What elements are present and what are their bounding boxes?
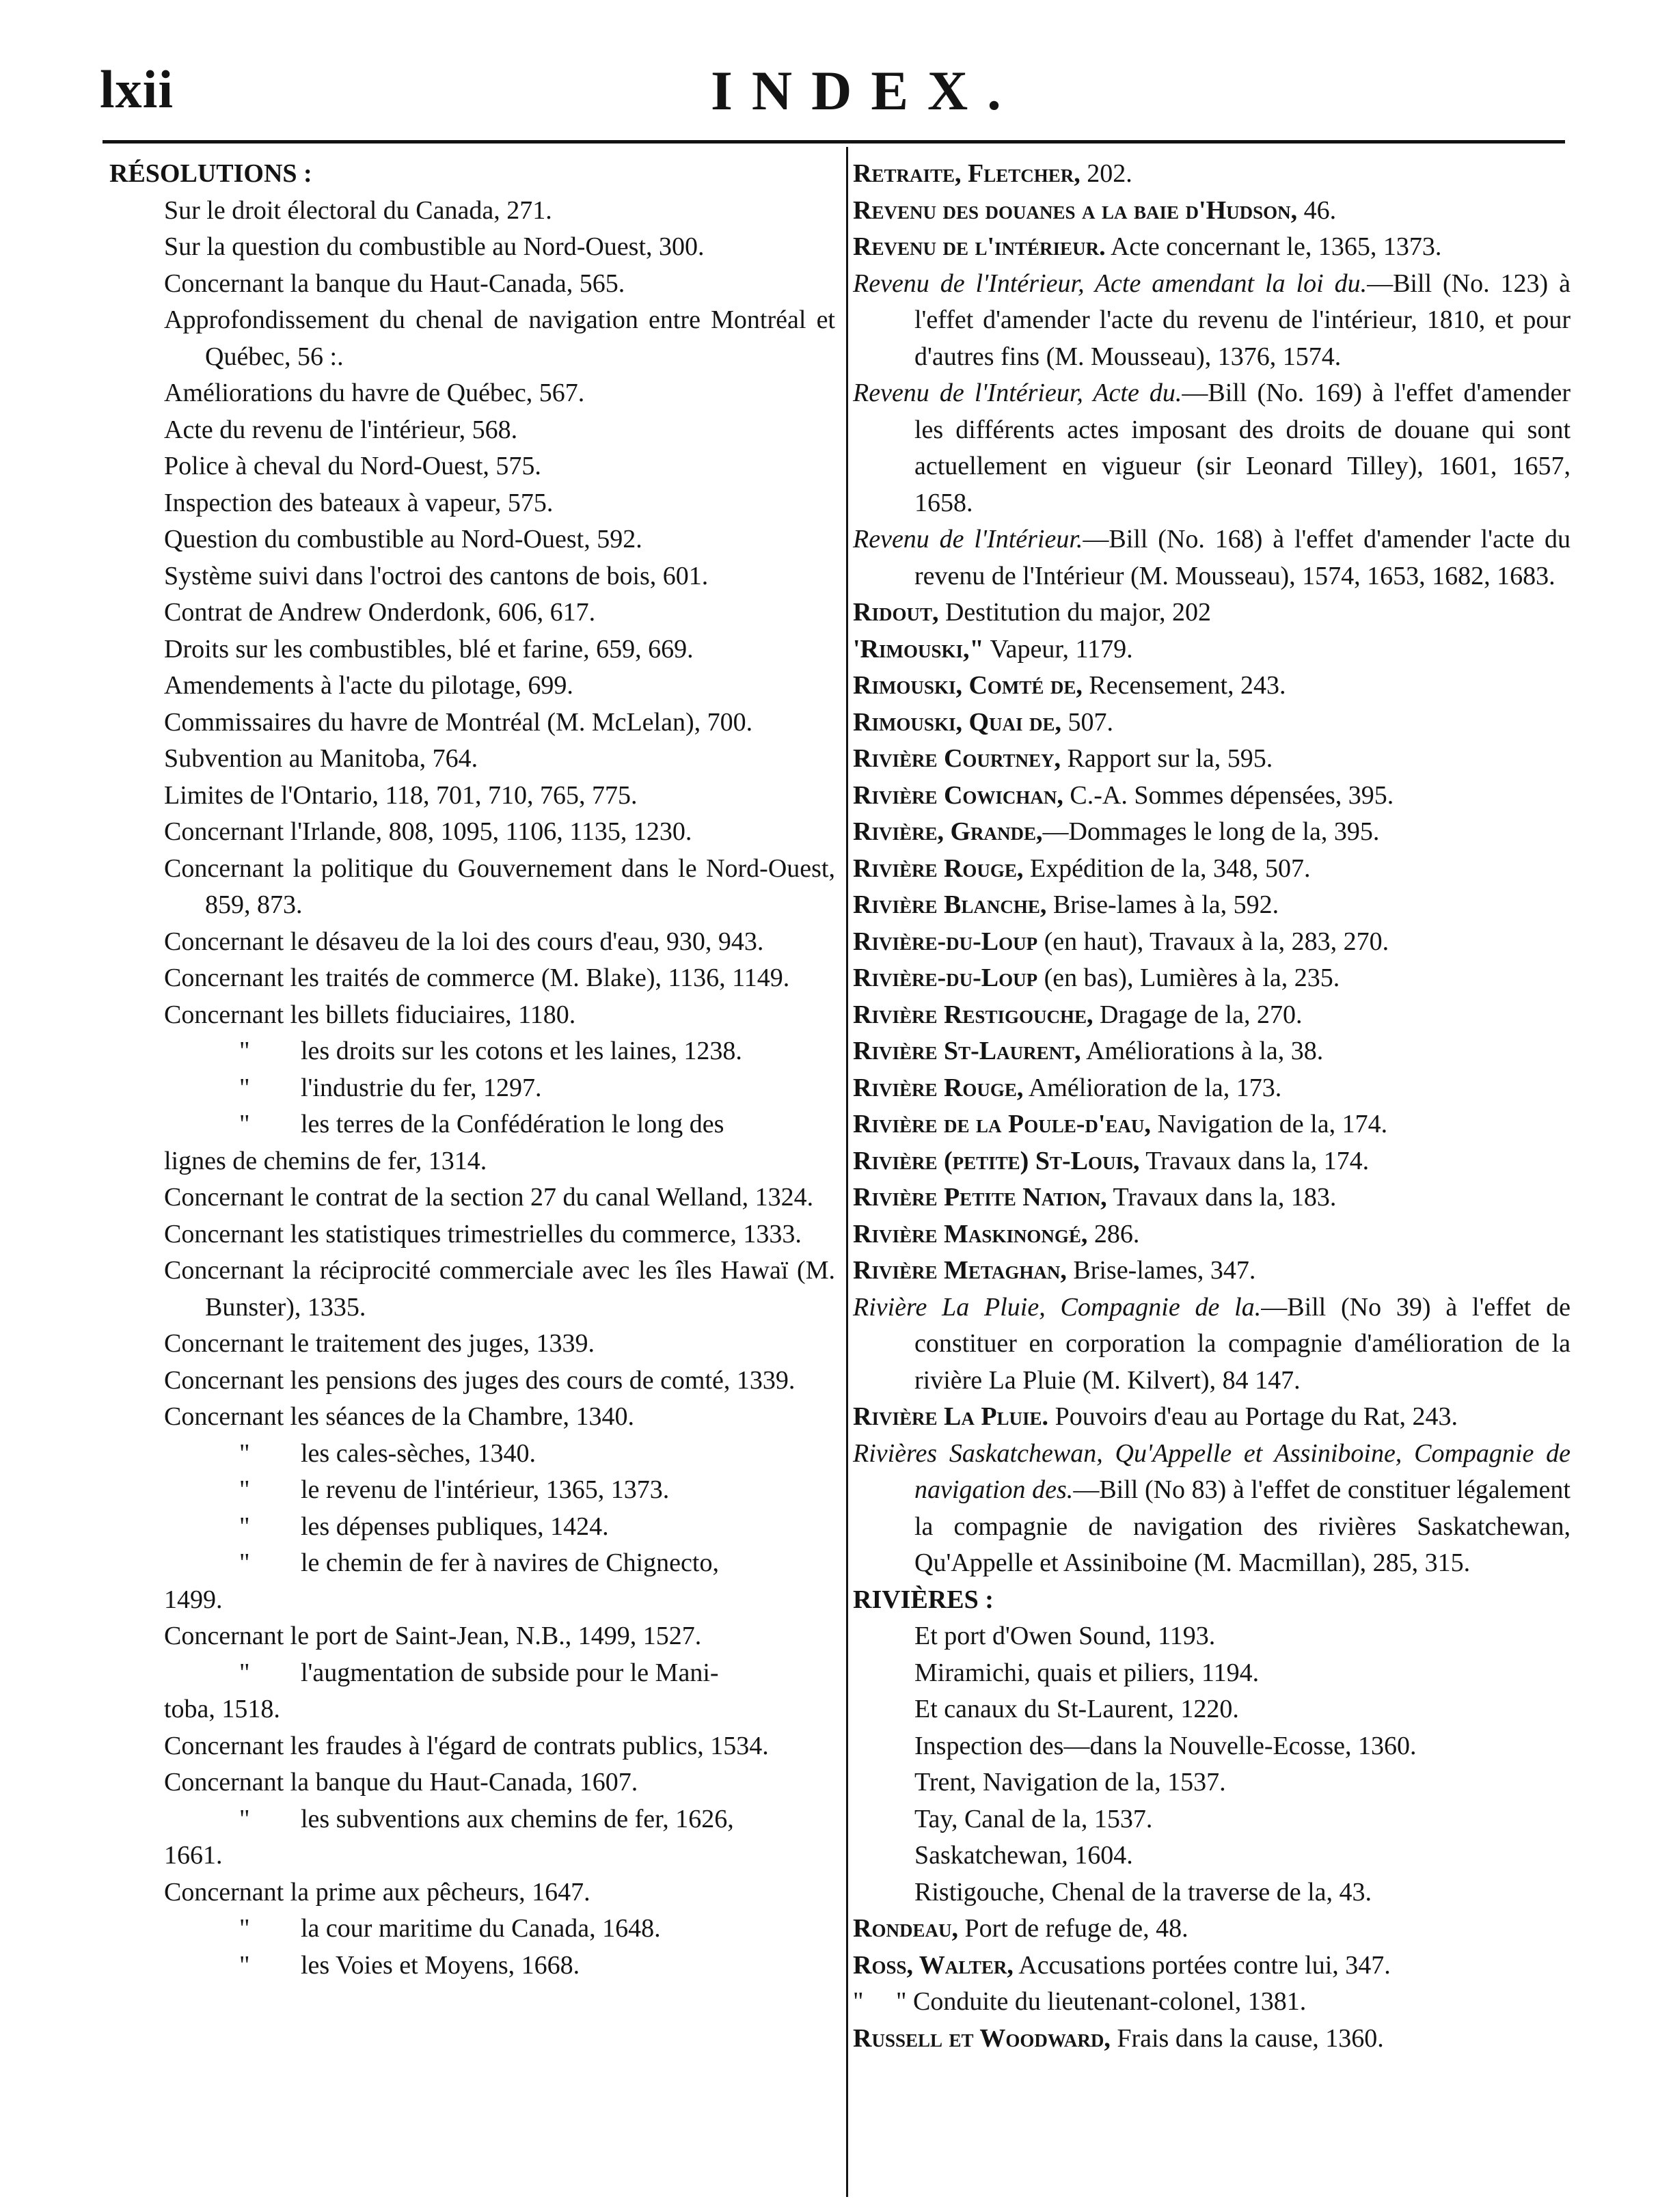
index-entry [853, 266, 1571, 376]
entry-text: Vapeur, 1179. [983, 634, 1133, 664]
index-entry: Concernant la prime aux pêcheurs, 1647. [164, 1877, 590, 1907]
index-entry [853, 631, 1571, 668]
entry-lead: 'Rimouski," [853, 634, 984, 664]
index-subentry [109, 1033, 835, 1070]
entry-lead: Rivière Courtney, [853, 744, 1061, 773]
ditto-mark: " [239, 1548, 250, 1577]
list-item: Saskatchewan, 1604. [914, 1841, 1133, 1870]
entry-lead: Rivière (petite) St-Louis, [853, 1146, 1140, 1175]
index-entry [853, 595, 1571, 631]
index-entry [853, 997, 1571, 1034]
index-entry [853, 1399, 1571, 1436]
left-column [109, 156, 835, 1984]
entry-lead: " " [853, 1987, 907, 2016]
index-entry [853, 887, 1571, 924]
entry-lead: Rivière Petite Nation, [853, 1183, 1107, 1212]
entry-text: Améliorations à la, 38. [1081, 1037, 1324, 1065]
subentry-continuation: lignes de chemins de fer, 1314. [164, 1146, 487, 1175]
index-entry: Concernant les billets fiduciaires, 1180. [164, 1000, 576, 1029]
ditto-mark: " [239, 1914, 250, 1943]
ditto-mark: " [239, 1037, 250, 1065]
entry-lead: Rivière La Pluie. [853, 1402, 1049, 1431]
entry-lead: Rivière La Pluie, Compagnie de la. [853, 1292, 1262, 1322]
index-entry [853, 156, 1571, 193]
section-heading-resolutions: RÉSOLUTIONS : [109, 159, 312, 188]
index-entry [853, 1948, 1571, 1984]
index-entry: Concernant le traitement des juges, 1339. [164, 1329, 595, 1358]
entry-text: Conduite du lieutenant-colonel, 1381. [906, 1987, 1307, 2016]
entry-text: 202. [1080, 159, 1132, 188]
index-entry: Concernant les pensions des juges des cours de comté, 1339. [164, 1365, 796, 1395]
entry-lead: Revenu de l'Intérieur. [853, 525, 1083, 554]
entry-text: Destitution du major, 202 [938, 598, 1211, 627]
entry-lead: Revenu de l'Intérieur, Acte amendant la loi du. [853, 269, 1368, 298]
entry-text: Expédition de la, 348, 507. [1023, 854, 1311, 883]
index-entry: Système suivi dans l'octroi des cantons de bois, 601. [164, 561, 709, 590]
entry-lead: Rivière Maskinongé, [853, 1219, 1088, 1248]
entry-text: Acte concernant le, 1365, 1373. [1105, 232, 1442, 261]
index-entry: Acte du revenu de l'intérieur, 568. [164, 415, 518, 444]
list-item: Et canaux du St-Laurent, 1220. [914, 1695, 1239, 1723]
entry-text: Frais dans la cause, 1360. [1110, 2023, 1384, 2053]
subentry-text: les droits sur les cotons et les laines, 1238. [301, 1037, 742, 1065]
index-entry [853, 2021, 1571, 2058]
entry-text: Dragage de la, 270. [1093, 1000, 1303, 1029]
subentry-continuation: toba, 1518. [164, 1695, 280, 1723]
index-entry: Concernant la politique du Gouvernement dans le Nord-Ouest, 859, 873. [164, 854, 835, 919]
entry-text: 46. [1297, 195, 1337, 225]
list-item: Inspection des—dans la Nouvelle-Ecosse, 1360. [914, 1731, 1417, 1760]
entry-lead: Revenu des douanes a la baie d'Hudson, [853, 195, 1298, 225]
entry-text: (en bas), Lumières à la, 235. [1037, 964, 1340, 992]
subentry-continuation: 1499. [164, 1585, 223, 1614]
entry-lead: Rivière St-Laurent, [853, 1037, 1081, 1065]
subentry-text: les terres de la Confédération le long des [301, 1110, 724, 1138]
page-title: INDEX. [711, 59, 1020, 122]
list-item: Trent, Navigation de la, 1537. [914, 1768, 1226, 1797]
index-entry: Sur la question du combustible au Nord-Ouest, 300. [164, 232, 705, 261]
right-column [853, 156, 1571, 2057]
subentry-text: le revenu de l'intérieur, 1365, 1373. [301, 1475, 670, 1504]
subentry-text: le chemin de fer à navires de Chignecto, [301, 1548, 719, 1577]
entry-text: —Bill (No 39) à l'effet de constituer en corporation la compagnie d'amélioration de la rivière La Pluie (M. Kilvert), 84 147. [914, 1292, 1571, 1395]
subentry-continuation: 1661. [164, 1841, 223, 1870]
entry-text: Brise-lames, 347. [1066, 1256, 1256, 1285]
subentry-text: les Voies et Moyens, 1668. [301, 1950, 580, 1980]
ditto-mark: " [239, 1475, 250, 1504]
index-entry [853, 1253, 1571, 1289]
index-entry [853, 1911, 1571, 1948]
entry-lead: Rivière Restigouche, [853, 1000, 1093, 1029]
index-subentry [109, 1545, 835, 1582]
index-entry [853, 1179, 1571, 1216]
index-entry: Droits sur les combustibles, blé et farine, 659, 669. [164, 634, 694, 664]
entry-text: 507. [1061, 707, 1114, 737]
entry-lead: Rivière Blanche, [853, 890, 1047, 919]
subentry-text: les subventions aux chemins de fer, 1626, [301, 1804, 734, 1833]
entry-text: Travaux dans la, 174. [1139, 1146, 1370, 1175]
entry-text: Brise-lames à la, 592. [1046, 890, 1279, 919]
index-entry: Concernant l'Irlande, 808, 1095, 1106, 1135, 1230. [164, 817, 692, 846]
entry-text: (en haut), Travaux à la, 283, 270. [1037, 927, 1389, 956]
index-entry: Concernant le contrat de la section 27 du canal Welland, 1324. [164, 1183, 814, 1212]
index-entry: Concernant les statistiques trimestrielles du commerce, 1333. [164, 1219, 802, 1248]
index-entry [853, 851, 1571, 888]
index-entry: Concernant la banque du Haut-Canada, 1607. [164, 1768, 638, 1797]
index-entry: Concernant les séances de la Chambre, 1340. [164, 1402, 634, 1431]
entry-text: Amélioration de la, 173. [1023, 1073, 1282, 1102]
subentry-text: les dépenses publiques, 1424. [301, 1512, 609, 1541]
list-item: Et port d'Owen Sound, 1193. [914, 1622, 1216, 1650]
entry-lead: Rimouski, Comté de, [853, 671, 1083, 700]
entry-lead: Rivière-du-Loup [853, 927, 1038, 956]
index-entry [853, 1984, 1571, 2021]
subentry-text: l'industrie du fer, 1297. [301, 1073, 542, 1102]
index-subentry [109, 1801, 835, 1838]
index-subentry [109, 1436, 835, 1473]
index-entry [853, 778, 1571, 815]
index-entry [853, 193, 1571, 230]
index-subentry [109, 1948, 835, 1984]
entry-lead: Rivière de la Poule-d'eau, [853, 1110, 1151, 1138]
page-number: lxii [100, 59, 174, 119]
entry-lead: Rivière-du-Loup [853, 964, 1038, 992]
list-item: Ristigouche, Chenal de la traverse de la, 43. [914, 1877, 1372, 1907]
index-entry: Inspection des bateaux à vapeur, 575. [164, 488, 554, 517]
entry-lead: Revenu de l'intérieur. [853, 232, 1106, 261]
index-entry [853, 960, 1571, 997]
entry-lead: Rimouski, Quai de, [853, 707, 1062, 737]
subentry-text: l'augmentation de subside pour le Mani- [301, 1658, 719, 1687]
entry-text: —Bill (No. 169) à l'effet d'amender les différents actes imposant des droits de douane qui sont actuellement en vigueur (sir Leonard Tilley), 1601, 1657, 1658. [914, 379, 1571, 517]
entry-lead: Revenu de l'Intérieur, Acte du. [853, 379, 1182, 407]
index-entry: Subvention au Manitoba, 764. [164, 744, 478, 773]
entry-lead: Ross, Walter, [853, 1950, 1014, 1980]
index-subentry [109, 1070, 835, 1107]
entry-text: —Bill (No. 168) à l'effet d'amender l'acte du revenu de l'Intérieur (M. Mousseau), 1574, 1653, 1682, 1683. [914, 525, 1571, 590]
index-entry [853, 1033, 1571, 1070]
index-entry: Concernant les fraudes à l'égard de contrats publics, 1534. [164, 1731, 769, 1760]
ditto-mark: " [239, 1438, 250, 1468]
entry-lead: Rivière Rouge, [853, 1073, 1024, 1102]
index-entry [853, 375, 1571, 521]
ditto-mark: " [239, 1804, 250, 1833]
header-rule [103, 140, 1565, 144]
entry-text: —Bill (No. 123) à l'effet d'amender l'acte du revenu de l'intérieur, 1810, et pour d'autres fins (M. Mousseau), 1376, 1574. [914, 269, 1571, 371]
entry-text: Accusations portées contre lui, 347. [1013, 1950, 1391, 1980]
index-entry: Amendements à l'acte du pilotage, 699. [164, 671, 573, 700]
entry-lead: Rivières Saskatchewan, Qu'Appelle et Assiniboine, Compagnie de navigation des. [853, 1438, 1571, 1504]
index-entry: Concernant la banque du Haut-Canada, 565. [164, 269, 625, 298]
index-entry [853, 741, 1571, 778]
index-entry [853, 1436, 1571, 1582]
index-entry [853, 668, 1571, 705]
index-entry: Contrat de Andrew Onderdonk, 606, 617. [164, 598, 596, 627]
index-entry: Améliorations du havre de Québec, 567. [164, 379, 585, 407]
index-entry [853, 1106, 1571, 1143]
entry-lead: Rivière Rouge, [853, 854, 1024, 883]
entry-text: Travaux dans la, 183. [1106, 1183, 1337, 1212]
index-subentry [109, 1106, 835, 1143]
index-entry [853, 924, 1571, 961]
entry-lead: Rivière Cowichan, [853, 780, 1063, 810]
index-entry [853, 1216, 1571, 1253]
index-entry: Concernant les traités de commerce (M. Blake), 1136, 1149. [164, 964, 790, 992]
index-entry: Police à cheval du Nord-Ouest, 575. [164, 452, 541, 480]
index-entry: Sur le droit électoral du Canada, 271. [164, 195, 552, 225]
index-entry [853, 705, 1571, 741]
page-header [0, 0, 1658, 147]
index-subentry [109, 1911, 835, 1948]
subentry-text: les cales-sèches, 1340. [301, 1438, 536, 1468]
index-subentry [109, 1655, 835, 1692]
entry-text: Pouvoirs d'eau au Portage du Rat, 243. [1048, 1402, 1458, 1431]
ditto-mark: " [239, 1110, 250, 1138]
column-divider [846, 147, 848, 2197]
section-heading-rivieres: RIVIÈRES : [853, 1585, 994, 1614]
list-item: Miramichi, quais et piliers, 1194. [914, 1658, 1260, 1687]
entry-text: C.-A. Sommes dépensées, 395. [1063, 780, 1394, 810]
entry-lead: Rondeau, [853, 1914, 958, 1943]
ditto-mark: " [239, 1073, 250, 1102]
entry-text: Port de refuge de, 48. [957, 1914, 1188, 1943]
index-entry: Concernant la réciprocité commerciale avec les îles Hawaï (M. Bunster), 1335. [164, 1256, 835, 1322]
entry-text: —Bill (No 83) à l'effet de constituer légalement la compagnie de navigation des rivières Saskatchewan, Qu'Appelle et Assiniboine (M. Macmillan), 285, 315. [914, 1475, 1571, 1577]
index-entry [853, 1070, 1571, 1107]
entry-text: Rapport sur la, 595. [1060, 744, 1273, 773]
index-entry: Concernant le désaveu de la loi des cours d'eau, 930, 943. [164, 927, 764, 956]
index-entry [853, 814, 1571, 851]
entry-lead: Russell et Woodward, [853, 2023, 1111, 2053]
entry-text: 286. [1087, 1219, 1140, 1248]
entry-lead: Rivière Metaghan, [853, 1256, 1067, 1285]
ditto-mark: " [239, 1658, 250, 1687]
entry-lead: Rivière, Grande, [853, 817, 1043, 846]
index-entry: Commissaires du havre de Montréal (M. McLelan), 700. [164, 707, 753, 737]
subentry-text: la cour maritime du Canada, 1648. [301, 1914, 661, 1943]
index-subentry [109, 1472, 835, 1509]
index-entry [853, 229, 1571, 266]
entry-lead: Ridout, [853, 598, 939, 627]
index-entry [853, 521, 1571, 595]
index-entry: Approfondissement du chenal de navigation entre Montréal et Québec, 56 :. [164, 305, 835, 371]
index-entry [853, 1143, 1571, 1180]
index-entry: Question du combustible au Nord-Ouest, 592. [164, 525, 642, 554]
list-item: Tay, Canal de la, 1537. [914, 1804, 1153, 1833]
ditto-mark: " [239, 1512, 250, 1541]
index-entry: Concernant le port de Saint-Jean, N.B., 1499, 1527. [164, 1622, 702, 1650]
entry-text: Navigation de la, 174. [1150, 1110, 1388, 1138]
index-subentry [109, 1509, 835, 1546]
entry-text: —Dommages le long de la, 395. [1042, 817, 1380, 846]
ditto-mark: " [239, 1950, 250, 1980]
entry-lead: Retraite, Fletcher, [853, 159, 1081, 188]
entry-text: Recensement, 243. [1082, 671, 1286, 700]
index-entry: Limites de l'Ontario, 118, 701, 710, 765, 775. [164, 780, 638, 810]
index-entry [853, 1289, 1571, 1399]
